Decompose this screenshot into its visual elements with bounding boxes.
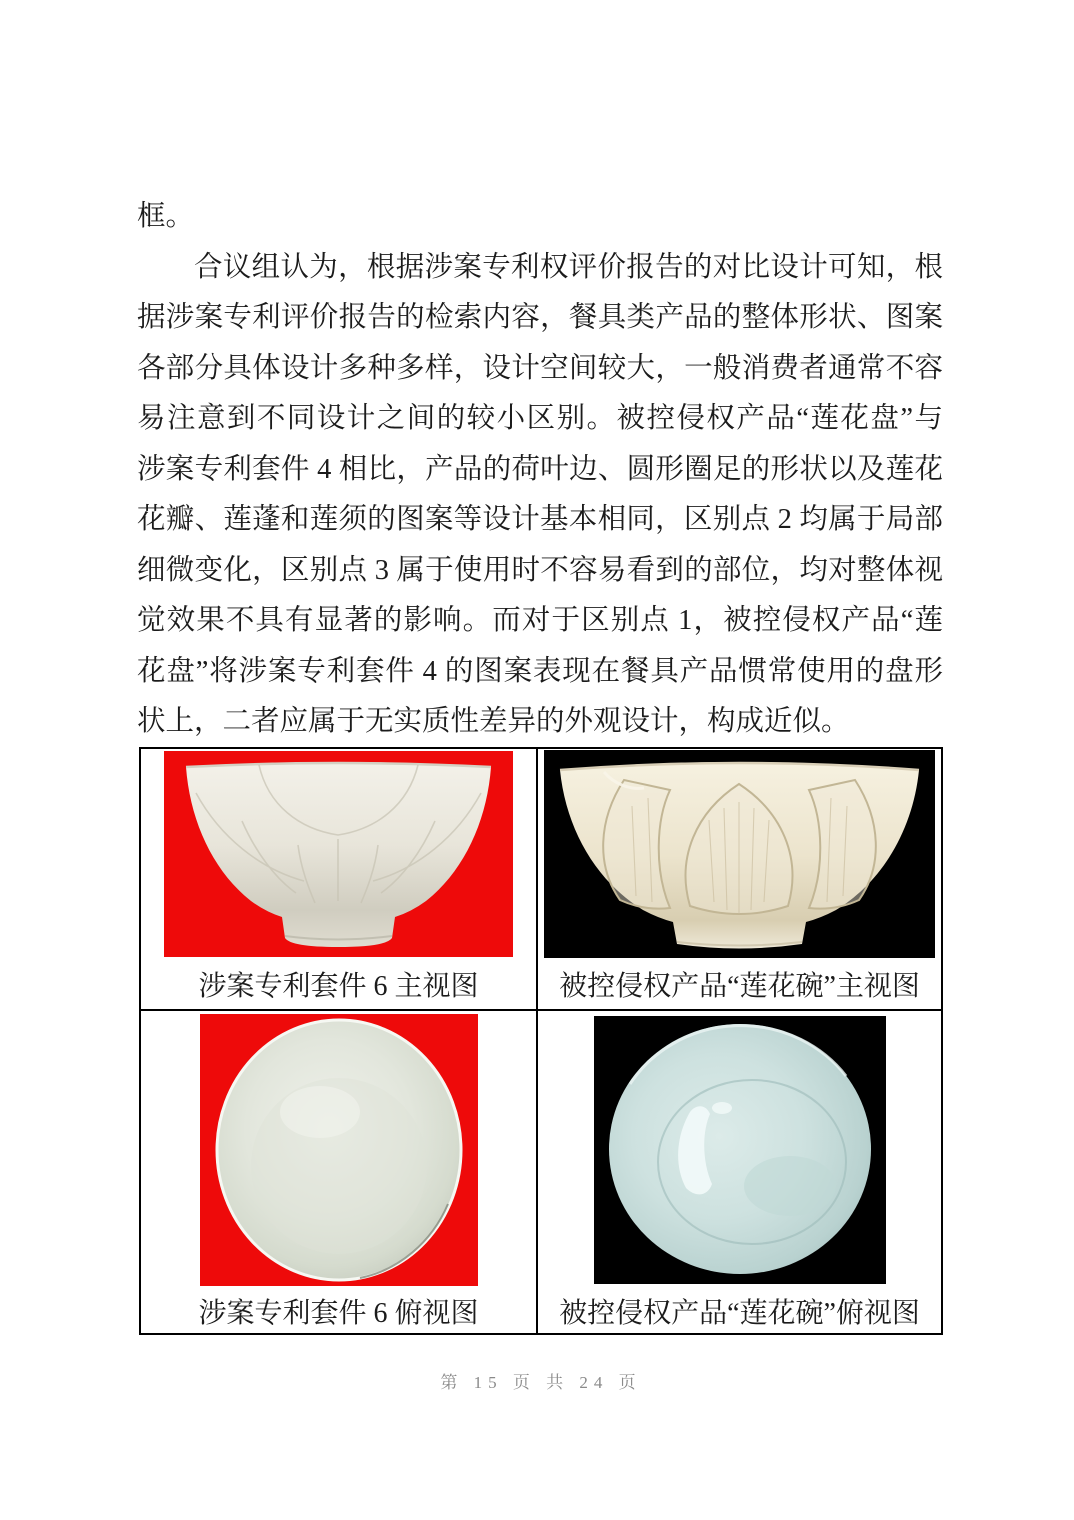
image-caption: 涉案专利套件 6 主视图 (198, 971, 479, 1002)
cell-patent-front-view (141, 749, 538, 1011)
paragraph-line: 花瓣、莲蓬和莲须的图案等设计基本相同，区别点 2 均属于局部 (137, 504, 943, 535)
image-caption: 被控侵权产品“莲花碗”主视图 (559, 971, 920, 1002)
patent-design-6-front-view-image (164, 751, 513, 957)
patent-top-image-area (141, 1011, 536, 1289)
paragraph-line: 合议组认为，根据涉案专利权评价报告的对比设计可知，根 (194, 251, 943, 283)
accused-lotus-bowl-front-view-image (544, 750, 935, 958)
paragraph-line: 细微变化，区别点 3 属于使用时不容易看到的部位，均对整体视 (137, 554, 943, 586)
image-caption: 被控侵权产品“莲花碗”俯视图 (559, 1298, 920, 1329)
paragraph-line: 花盘”将涉案专利套件 4 的图案表现在餐具产品惯常使用的盘形 (137, 655, 943, 687)
accused-top-image-area (538, 1011, 941, 1289)
image-caption: 涉案专利套件 6 俯视图 (198, 1298, 479, 1329)
design-comparison-table (139, 747, 943, 1335)
cell-patent-top-view (141, 1011, 538, 1333)
paragraph-line: 各部分具体设计多种多样，设计空间较大，一般消费者通常不容 (137, 352, 943, 384)
patent-design-6-top-view-image (200, 1014, 478, 1286)
page-footer: 第 15 页 共 24 页 (440, 1373, 642, 1392)
paragraph-line: 易注意到不同设计之间的较小区别。被控侵权产品“莲花盘”与 (137, 403, 943, 434)
cell-accused-top-view (538, 1011, 941, 1333)
paragraph-line: 觉效果不具有显著的影响。而对于区别点 1，被控侵权产品“莲 (137, 605, 943, 636)
patent-front-image-area (141, 749, 536, 959)
paragraph-trailing-line: 框。 (137, 201, 195, 232)
accused-front-image-area (538, 749, 941, 959)
paragraph-line: 涉案专利套件 4 相比，产品的荷叶边、圆形圈足的形状以及莲花 (137, 453, 943, 485)
accused-lotus-bowl-top-view-image (594, 1016, 886, 1284)
cell-accused-front-view (538, 749, 941, 1011)
paragraph-line: 状上，二者应属于无实质性差异的外观设计，构成近似。 (137, 706, 850, 737)
body-text (137, 192, 943, 748)
paragraph-line: 据涉案专利评价报告的检索内容，餐具类产品的整体形状、图案 (137, 302, 943, 333)
